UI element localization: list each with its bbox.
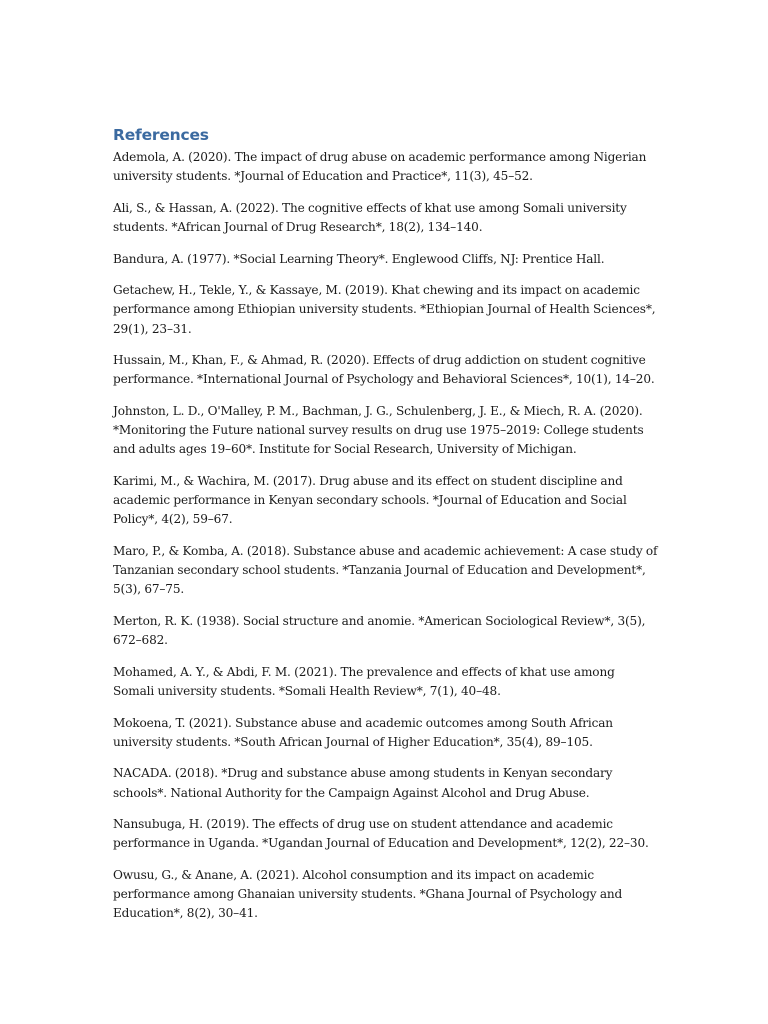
references-heading: References xyxy=(113,126,209,144)
reference-entry: Mokoena, T. (2021). Substance abuse and academic outcomes among South African university students. *South African Journal of Higher Education*, 35(4), 89–105. xyxy=(113,715,613,749)
reference-entry: Getachew, H., Tekle, Y., & Kassaye, M. (2019). Khat chewing and its impact on academic performance among Ethiopian university students. *Ethiopian Journal of Health Sciences*, 29(1), 23–31. xyxy=(113,283,656,336)
reference-entry: Nansubuga, H. (2019). The effects of drug use on student attendance and academic performance in Uganda. *Ugandan Journal of Education and Development*, 12(2), 22–30. xyxy=(113,817,649,851)
reference-entry: Maro, P., & Komba, A. (2018). Substance abuse and academic achievement: A case study of Tanzanian secondary school students. *Tanzania Journal of Education and Development*, 5(3), 67–75. xyxy=(113,543,658,597)
reference-entry: Ali, S., & Hassan, A. (2022). The cognitive effects of khat use among Somali university students. *African Journal of Drug Research*, 18(2), 134–140. xyxy=(113,200,627,234)
reference-entry: Karimi, M., & Wachira, M. (2017). Drug abuse and its effect on student discipline and academic performance in Kenyan secondary schools. *Journal of Education and Social Policy*, 4(2), 59–67. xyxy=(113,473,627,527)
reference-entry: Merton, R. K. (1938). Social structure and anomie. *American Sociological Review*, 3(5), 672–682. xyxy=(113,613,646,648)
reference-entry: NACADA. (2018). *Drug and substance abuse among students in Kenyan secondary schools*. National Authority for the Campaign Against Alcohol and Drug Abuse. xyxy=(113,766,613,800)
reference-entry: Johnston, L. D., O'Malley, P. M., Bachman, J. G., Schulenberg, J. E., & Miech, R. A. (2020). *Monitoring the Future national survey results on drug use 1975–2019: College students and adults ages 19–60*. Institute for Social Research, University of Michigan. xyxy=(113,403,644,457)
reference-entry: Ademola, A. (2020). The impact of drug abuse on academic performance among Nigerian university students. *Journal of Education and Practice*, 11(3), 45–52. xyxy=(113,150,647,184)
reference-entry: Mohamed, A. Y., & Abdi, F. M. (2021). The prevalence and effects of khat use among Somali university students. *Somali Health Review*, 7(1), 40–48. xyxy=(113,664,615,698)
reference-entry: Bandura, A. (1977). *Social Learning Theory*. Englewood Cliffs, NJ: Prentice Hall. xyxy=(113,251,605,266)
reference-entry: Owusu, G., & Anane, A. (2021). Alcohol consumption and its impact on academic performance among Ghanaian university students. *Ghana Journal of Psychology and Education*, 8(2), 30–41. xyxy=(113,867,623,921)
references-section xyxy=(113,124,658,936)
reference-list xyxy=(113,148,658,924)
reference-entry: Hussain, M., Khan, F., & Ahmad, R. (2020). Effects of drug addiction on student cognitive performance. *International Journal of Psychology and Behavioral Sciences*, 10(1), 14–20. xyxy=(113,353,655,387)
